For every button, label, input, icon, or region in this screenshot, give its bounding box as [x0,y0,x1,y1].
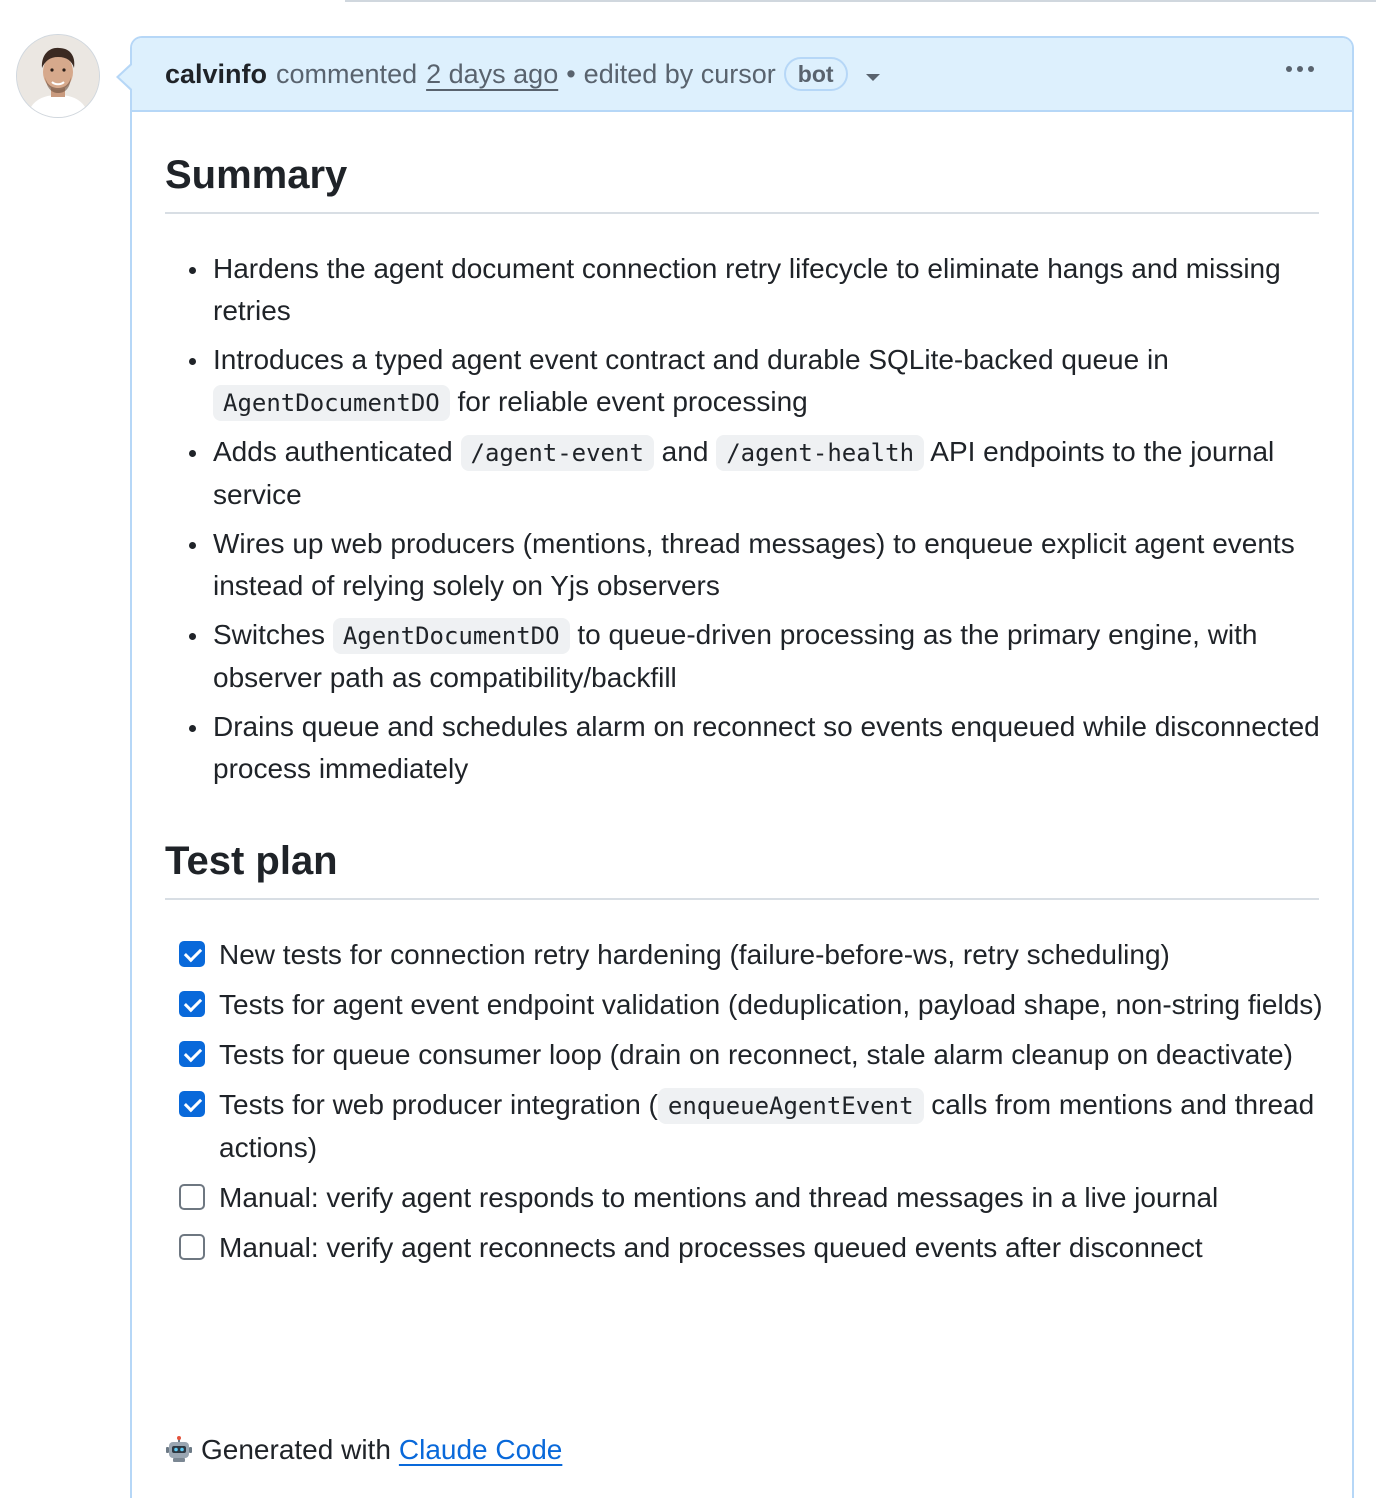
list-item [213,431,1323,516]
edit-history-dropdown-icon[interactable] [866,74,880,81]
timestamp-link[interactable]: 2 days ago [426,58,559,89]
footer-text: Generated with [201,1434,391,1465]
inline-code: /agent-health [716,435,924,471]
text-segment: to queue-driven processing as the primary engine, with observer path as compatibility/backfill [213,619,1258,693]
text-segment: API endpoints to the journal service [213,436,1275,510]
list-item [213,614,1323,699]
summary-list [165,248,1323,797]
task-checkbox-checked[interactable] [179,1041,205,1067]
text-segment: Tests for agent event endpoint validation (deduplication, payload shape, non-string fields) [219,989,1323,1020]
list-item [213,706,1323,790]
text-segment: Switches [213,619,333,650]
text-segment: Introduces a typed agent event contract and durable SQLite-backed queue in [213,344,1169,375]
list-item [213,248,1323,332]
task-list-item [219,1227,1329,1269]
task-list-item [219,1177,1329,1219]
test-plan-list [165,934,1329,1277]
timeline-divider [345,0,1376,2]
text-segment: Wires up web producers (mentions, thread messages) to enqueue explicit agent events instead of relying solely on Yjs observers [213,528,1295,601]
list-item [213,523,1323,607]
text-segment: Manual: verify agent responds to mentions and thread messages in a live journal [219,1182,1219,1213]
task-checkbox-unchecked[interactable] [179,1184,205,1210]
separator-dot: • [566,58,576,89]
text-segment: Hardens the agent document connection retry lifecycle to eliminate hangs and missing retries [213,253,1281,326]
inline-code: enqueueAgentEvent [658,1088,924,1124]
text-segment: Tests for queue consumer loop (drain on reconnect, stale alarm cleanup on deactivate) [219,1039,1293,1070]
comment-action: commented [276,58,418,89]
edited-by-text: edited by cursor [583,58,776,89]
text-segment: Tests for web producer integration ( [219,1089,658,1120]
test-plan-heading: Test plan [165,838,1319,900]
generated-footer [165,1429,562,1471]
list-item [213,339,1323,424]
text-segment: for reliable event processing [449,386,808,417]
text-segment: New tests for connection retry hardening (failure-before-ws, retry scheduling) [219,939,1170,970]
comment-header [132,38,1352,112]
text-segment: Manual: verify agent reconnects and processes queued events after disconnect [219,1232,1203,1263]
text-segment: calls from mentions and thread actions) [219,1089,1315,1163]
task-checkbox-checked[interactable] [179,991,205,1017]
more-options-icon[interactable] [1286,66,1314,72]
task-list-item [219,1084,1329,1169]
avatar-image [17,35,99,117]
bot-badge: bot [784,57,848,91]
robot-icon [165,1436,193,1464]
task-list-item [219,984,1329,1026]
text-segment: and [653,436,717,467]
text-segment: Drains queue and schedules alarm on reconnect so events enqueued while disconnected process immediately [213,711,1320,784]
task-checkbox-unchecked[interactable] [179,1234,205,1260]
author-link[interactable]: calvinfo [165,58,268,89]
inline-code: AgentDocumentDO [333,618,570,654]
task-list-item [219,934,1329,976]
inline-code: AgentDocumentDO [213,385,450,421]
avatar[interactable] [17,35,99,117]
task-list-item [219,1034,1329,1076]
text-segment: Adds authenticated [213,436,461,467]
claude-code-link[interactable]: Claude Code [398,1434,563,1465]
task-checkbox-checked[interactable] [179,941,205,967]
summary-heading: Summary [165,152,1319,214]
inline-code: /agent-event [461,435,654,471]
comment-box [130,36,1354,1498]
task-checkbox-checked[interactable] [179,1091,205,1117]
